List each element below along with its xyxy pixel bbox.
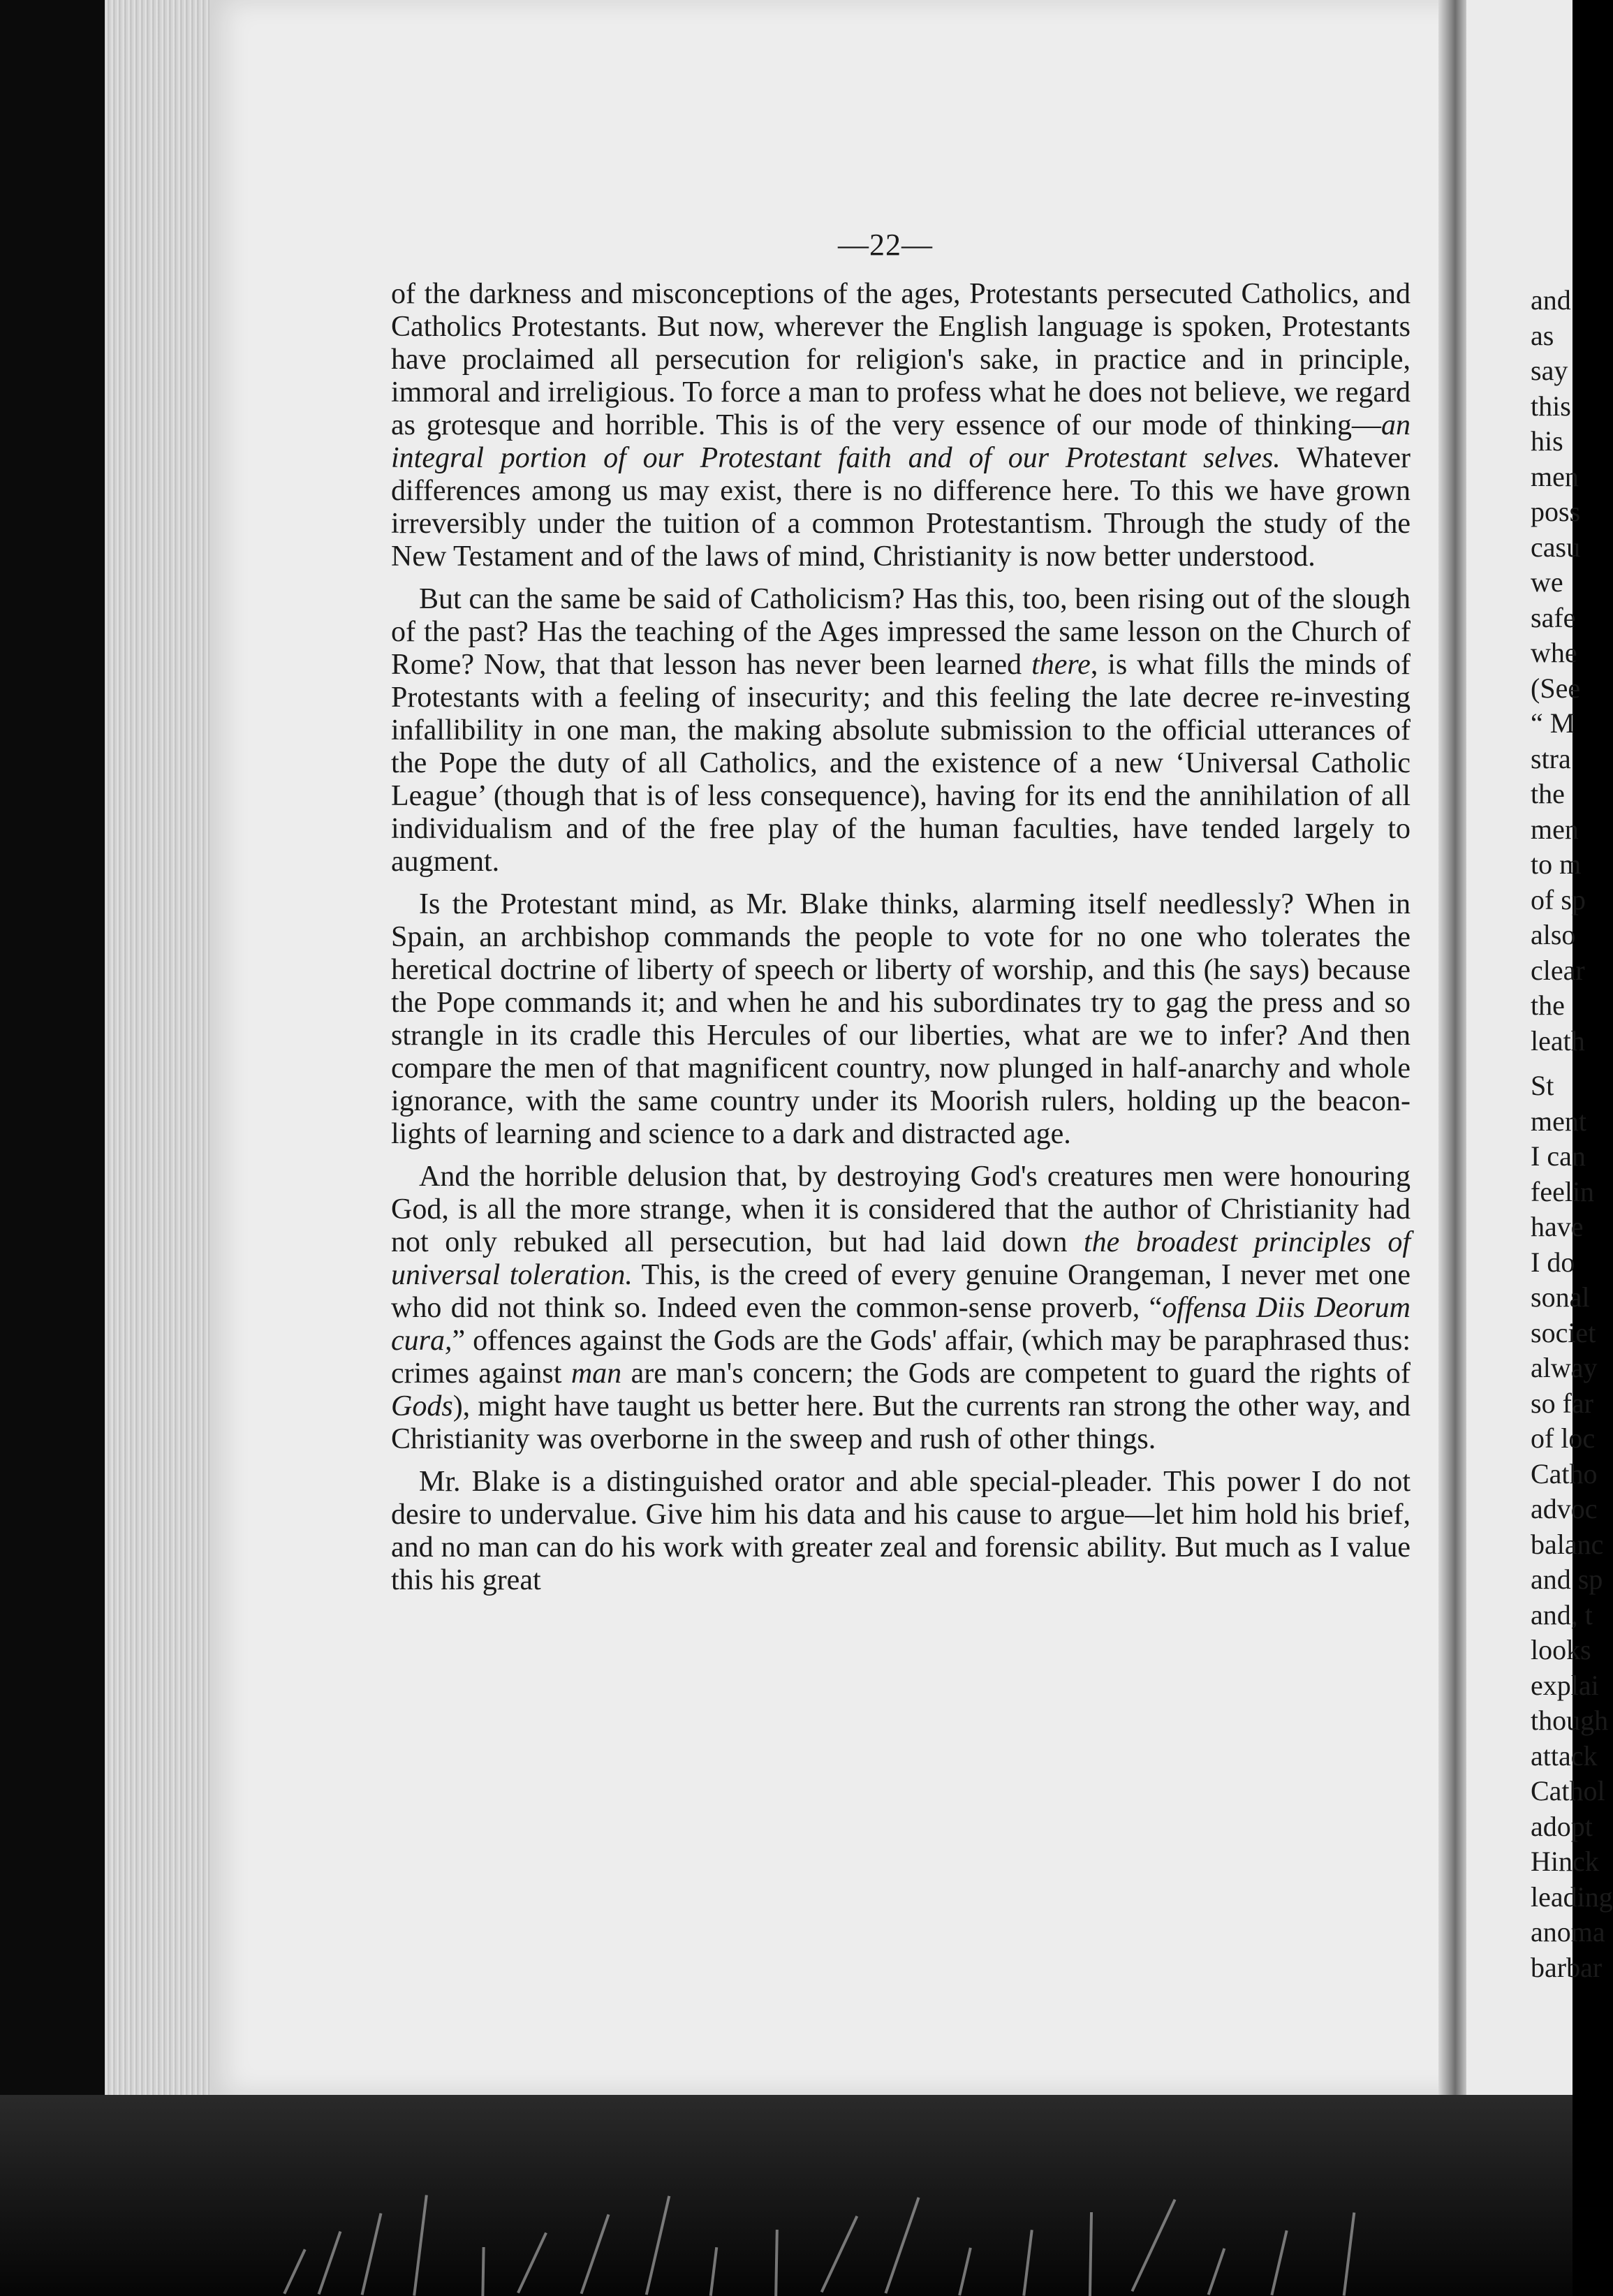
facing-page-fragment: the <box>1531 778 1565 809</box>
text-run: ), might have taught us better here. But the currents ran strong the other way, and Christianity was overborne in the sweep and rush of other things. <box>391 1390 1411 1455</box>
text-run: And the horrible delusion that, by destroying God's creatures men were honouring God, is all the more strange, when it is considered that the author of Christianity had not only rebuked all persecution, but had laid down <box>391 1161 1411 1258</box>
facing-page-fragment: the <box>1531 989 1565 1021</box>
italic-run: there <box>1031 649 1091 681</box>
facing-page-fragment: men <box>1531 460 1579 492</box>
scan-streak <box>1089 2212 1093 2296</box>
facing-page-fragment: I can <box>1531 1140 1586 1172</box>
facing-page-fragment: as <box>1531 319 1554 351</box>
facing-page-fragment: casu <box>1531 531 1581 563</box>
scan-streak <box>1270 2230 1288 2295</box>
body-text <box>391 278 1411 1607</box>
facing-page-fragment: to m <box>1531 848 1582 880</box>
paragraph <box>391 1161 1411 1456</box>
facing-page-fragment: also <box>1531 919 1576 950</box>
book-gutter <box>1438 0 1466 2123</box>
facing-page-fragment: stra <box>1531 742 1571 774</box>
text-run: ” offences against the Gods are the Gods' affair, (which may be paraphrased thus: crimes against <box>391 1325 1411 1390</box>
scan-streak <box>580 2214 610 2295</box>
facing-page-fragment: Hinck <box>1531 1846 1599 1877</box>
scan-streak <box>481 2247 485 2296</box>
facing-page-fragment: feelin <box>1531 1175 1595 1207</box>
facing-page-fragment: (See <box>1531 672 1581 704</box>
facing-page-fragment: say <box>1531 355 1568 386</box>
facing-page-fragment: and, t <box>1531 1598 1593 1631</box>
scan-streak <box>1131 2199 1177 2292</box>
page-number: —22— <box>838 228 933 262</box>
paragraph <box>391 1466 1411 1597</box>
facing-page-fragment: of loc <box>1531 1422 1596 1454</box>
text-run: Mr. Blake is a distinguished orator and able special-pleader. This power I do not desire to undervalue. Give him his data and his cause to argue—let him hold his brief, and no man can do his work with greater zeal and forensic ability. But much as I value this his great <box>391 1466 1411 1596</box>
scan-streak <box>774 2230 779 2296</box>
facing-page-fragment: sonal <box>1531 1281 1590 1313</box>
facing-page-fragment: “ M <box>1531 707 1575 739</box>
facing-page-fragment: we <box>1531 566 1563 598</box>
facing-page-fragment: balanc <box>1531 1528 1604 1560</box>
scan-streak <box>1022 2230 1033 2296</box>
scan-streak <box>361 2213 383 2295</box>
scan-streak <box>885 2197 920 2293</box>
facing-page-fragment: this <box>1531 390 1571 422</box>
facing-page-fragment: and <box>1531 284 1571 316</box>
paragraph <box>391 888 1411 1151</box>
facing-page-fragment: poss <box>1531 496 1581 527</box>
text-run: This, is the creed of every genuine Orangeman, I never met one who did not think so. Indeed even the common-sense proverb, “ <box>391 1259 1411 1324</box>
italic-run: man <box>570 1357 622 1390</box>
facing-page-fragment: Catho <box>1531 1457 1598 1489</box>
facing-page-fragment: looks <box>1531 1634 1591 1665</box>
facing-page-fragment: Cathol <box>1531 1775 1605 1806</box>
facing-page-fragment: alway <box>1531 1352 1598 1383</box>
facing-page-fragment: clear <box>1531 954 1585 986</box>
facing-page-fragment: explai <box>1531 1669 1599 1701</box>
facing-page-fragment: though <box>1531 1705 1609 1736</box>
facing-page-fragment: and sp <box>1531 1563 1603 1595</box>
scan-streak <box>517 2232 547 2294</box>
text-run: , is what fills the minds of Protestants with a feeling of insecurity; and this feeling the late decree re-investing infallibility in one man, the making absolute submission to the official utterances of the Pope the duty of all Catholics, and the existence of a new ‘Universal Catholic League’ (though that is of less consequence), having for its end the annihilation of all individualism and of the free play of the human faculties, have tended largely to augment. <box>391 649 1411 878</box>
facing-page-fragment: societ <box>1531 1316 1596 1348</box>
italic-run: an integral portion of our Protestant faith and of our Protestant selves. <box>391 409 1411 474</box>
facing-page-edge <box>1466 0 1613 2130</box>
text-run: Whatever differences among us may exist, there is no difference here. To this we have grown irreversibly under the tuition of a common Protestantism. Through the study of the New Testament and of the laws of mind, Christianity is now better understood. <box>391 442 1411 573</box>
facing-page-fragment: St <box>1531 1070 1554 1101</box>
facing-page-fragment: so far <box>1531 1387 1593 1419</box>
scan-streak <box>709 2247 719 2296</box>
paragraph <box>391 278 1411 573</box>
facing-page-fragment: ment <box>1531 1105 1586 1137</box>
text-run: are man's concern; the Gods are competent to guard the rights of <box>621 1357 1411 1390</box>
facing-page-fragment: leath <box>1531 1024 1585 1057</box>
facing-page-fragment: attack <box>1531 1739 1598 1772</box>
facing-page-fragment: advoc <box>1531 1493 1598 1524</box>
facing-page-fragment: anoma <box>1531 1916 1605 1948</box>
scan-streak <box>1343 2212 1356 2296</box>
scan-streak <box>283 2249 306 2294</box>
scan-streak <box>820 2216 858 2293</box>
italic-run: offensa Diis Deorum cura, <box>391 1292 1411 1357</box>
italic-run: Gods <box>391 1390 453 1422</box>
scan-streak <box>958 2247 972 2295</box>
facing-page-fragment: men <box>1531 813 1579 845</box>
text-run: Is the Protestant mind, as Mr. Blake thinks, alarming itself needlessly? When in Spain, an archbishop commands the people to vote for no one who tolerates the heretical doctrine of liberty of speech or liberty of worship, and this (he says) because the Pope commands it; and when he and his subordinates try to gag the press and so strangle in its cradle this Hercules of our liberties, what are we to infer? And then compare the men of that magnificent country, now plunged in half-anarchy and whole ignorance, with the same country under its Moorish rulers, holding up the beacon-lights of learning and science to a dark and distracted age. <box>391 888 1411 1150</box>
text-run: of the darkness and misconceptions of the ages, Protestants persecuted Catholics, and Catholics Protestants. But now, wherever the English language is spoken, Protestants have proclaimed all persecution for religion's sake, in practice and in principle, immoral and irreligious. To force a man to profess what he does not believe, we regard as grotesque and horrible. This is of the very essence of our mode of thinking— <box>391 278 1411 441</box>
facing-page-fragment: adopt <box>1531 1810 1593 1842</box>
text-run: But can the same be said of Catholicism? Has this, too, been rising out of the slough of the past? Has the teaching of the Ages impressed the same lesson on the Church of Rome? Now, that that lesson has never been learned <box>391 583 1411 681</box>
scan-streak <box>1207 2248 1226 2295</box>
bottom-shadow <box>0 2095 1573 2296</box>
scan-streak <box>413 2195 428 2295</box>
facing-page-fragment: I do <box>1531 1246 1575 1278</box>
facing-page-fragment: his <box>1531 425 1563 457</box>
facing-page-fragment: have <box>1531 1211 1584 1242</box>
facing-page-fragment: barbar <box>1531 1951 1603 1983</box>
facing-page-fragment: leading <box>1531 1881 1613 1913</box>
facing-page-fragment: of sp <box>1531 883 1586 915</box>
italic-run: the broadest principles of universal toleration. <box>391 1226 1411 1291</box>
page-stack-edge <box>105 0 225 2102</box>
paragraph <box>391 583 1411 878</box>
facing-page-fragment: safe <box>1531 601 1576 633</box>
scan-streak <box>645 2195 671 2295</box>
facing-page-fragment: whe <box>1531 637 1577 668</box>
scan-streak <box>318 2231 342 2295</box>
